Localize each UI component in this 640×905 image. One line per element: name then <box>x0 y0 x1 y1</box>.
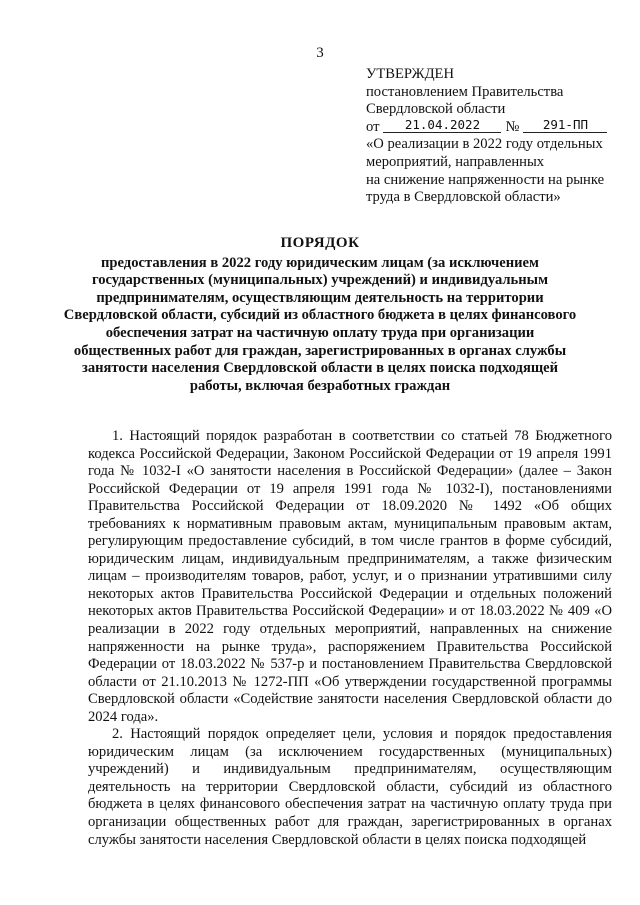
approval-subject-line-4: труда в Свердловской области» <box>366 189 561 206</box>
approval-heading: УТВЕРЖДЕН <box>366 66 454 82</box>
title-line-4: Свердловской области, субсидий из областного бюджета в целях финансового <box>63 307 577 324</box>
document-title-block <box>60 235 580 395</box>
page-number: 3 <box>316 45 324 61</box>
approval-subject-line-3: на снижение напряженности на рынке <box>366 171 605 188</box>
title-line-6: общественных работ для граждан, зарегистрированных в органах службы <box>73 342 567 359</box>
paragraph-2: 2. Настоящий порядок определяет цели, условия и порядок предоставления юридическим лицам (за исключением государственных (муниципальных) учреждений) и индивидуальным предпринимателям, осуществляющим деятельность на территории Свердловской области, субсидий из областного бюджета в целях финансового обеспечения затрат на частичную оплату труда при организации общественных работ для граждан, зарегистрированных в органах службы занятости населения Свердловской области в целях поиска подходящей <box>88 726 612 848</box>
approval-subject-line-1: «О реализации в 2022 году отдельных <box>366 136 603 153</box>
paragraph-1: 1. Настоящий порядок разработан в соответствии со статьей 78 Бюджетного кодекса Российской Федерации, Законом Российской Федерации от 19 апреля 1991 года № 1032-I «О занятости населения в Российской Федерации» (далее – Закон Российской Федерации от 19 апреля 1991 года № 1032-I), постановлениями Правительства Российской Федерации от 18.09.2020 № 1492 «Об общих требованиях к нормативным правовым актам, муниципальным правовым актам, регулирующим предоставление субсидий, в том числе грантов в форме субсидий, юридическим лицам, индивидуальным предпринимателям, а также физическим лицам – производителям товаров, работ, услуг, и о признании утратившими силу некоторых актов Правительства Российской Федерации и отдельных положений некоторых актов Правительства Российской Федерации» и от 18.03.2022 № 409 «О реализации в 2022 году отдельных мероприятий, направленных на снижение напряженности на рынке труда», распоряжением Правительства Российской Федерации от 18.03.2022 № 537-р и постановлением Правительства Свердловской области от 21.10.2013 № 1272-ПП «Об утверждении государственной программы Свердловской области «Содействие занятости населения Свердловской области до 2024 года». <box>88 428 612 725</box>
approval-decree-line: постановлением Правительства <box>366 83 564 100</box>
title-line-3: предпринимателям, осуществляющим деятельность на территории <box>96 289 544 306</box>
title-line-2: государственных (муниципальных) учреждений) и индивидуальным <box>91 272 549 289</box>
document-body <box>88 428 612 849</box>
approval-ot-label: от <box>366 118 380 135</box>
title-line-8: работы, включая безработных граждан <box>189 377 451 394</box>
title-line-5: обеспечения затрат на частичную оплату труда при организации <box>105 324 535 341</box>
approval-date-number-line <box>366 116 616 137</box>
document-title: ПОРЯДОК <box>280 235 360 251</box>
approval-date: 21.04.2022 <box>383 117 501 133</box>
approval-number-label: № <box>505 118 520 135</box>
title-line-1: предоставления в 2022 году юридическим лицам (за исключением <box>101 254 539 271</box>
approval-number: 291-ПП <box>523 117 607 133</box>
approval-stamp <box>366 66 616 207</box>
approval-region-line: Свердловской области <box>366 101 506 118</box>
title-line-7: занятости населения Свердловской области в целях поиска подходящей <box>81 360 559 377</box>
approval-subject-line-2: мероприятий, направленных <box>366 153 545 170</box>
